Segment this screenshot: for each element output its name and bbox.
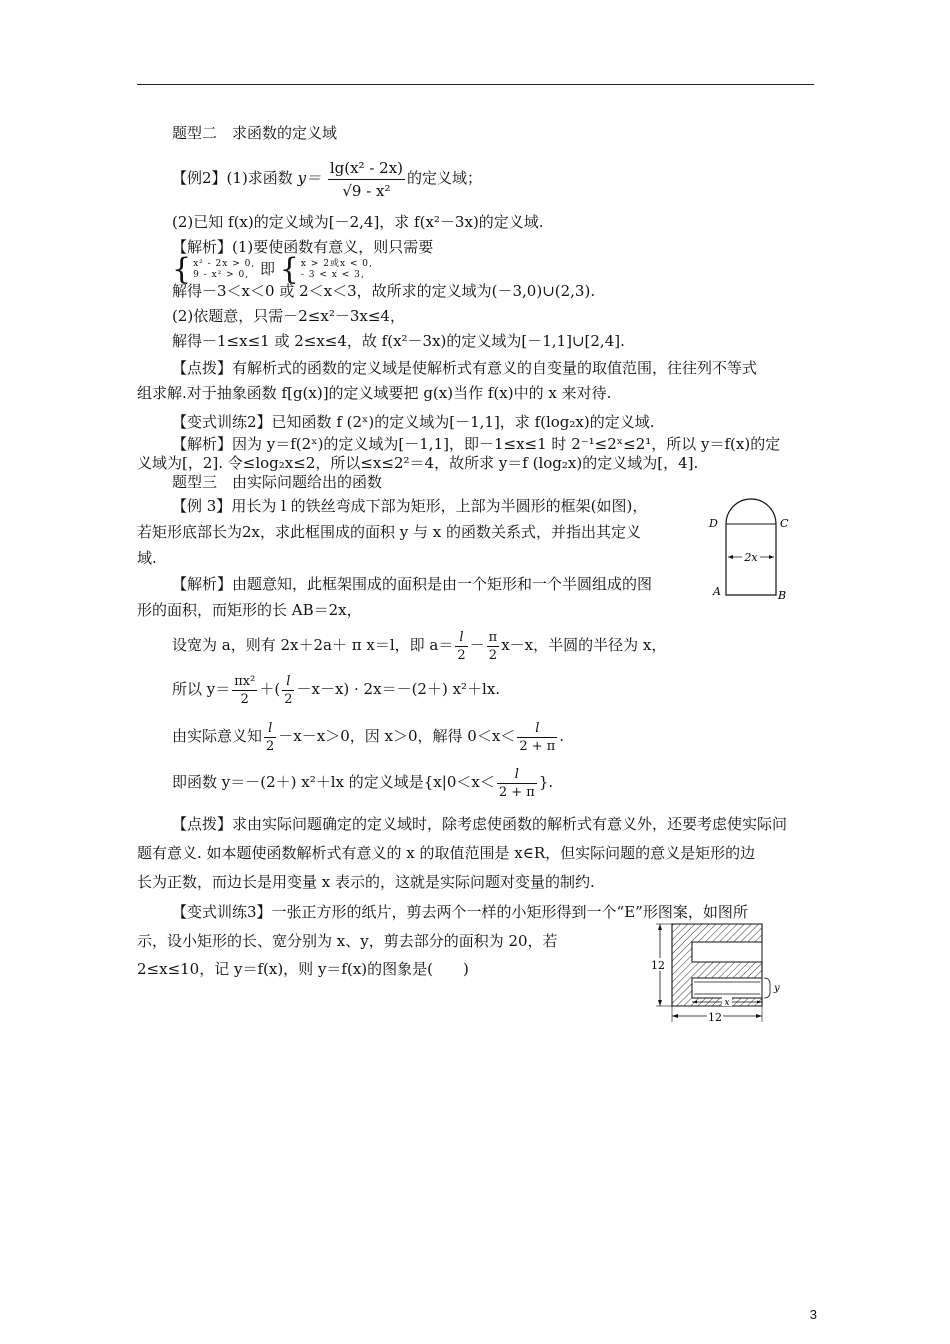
frame-figure <box>706 494 796 606</box>
header-rule <box>137 84 814 85</box>
example-3-solution-1: 【解析】由题意知，此框架围成的面积是由一个矩形和一个半圆组成的图 <box>172 575 653 593</box>
label-x: x <box>724 998 730 1008</box>
example-2-tag: 【例2】 <box>172 169 227 187</box>
example-3-line-3: 域. <box>137 549 157 567</box>
solution-line-4: 解得－1≤x≤1 或 2≤x≤4，故 f(x²－3x)的定义域为[－1,1]∪[2,4]. <box>172 332 625 350</box>
area-equation: 所以 y＝ $\frac{\text{πx²}}{2}$ ＋( $\frac{l}{2}$ －x－x) · 2x＝－(2＋) x²＋lx. <box>172 673 501 707</box>
width-equation: 设宽为 a，则有 2x＋2a＋ π x＝l，即 a＝ $\frac{l}{2}$ － $\frac{\pi}{2}$ x－x，半圆的半径为 x， <box>172 629 667 663</box>
label-C: C <box>780 517 789 530</box>
variant-2: 【变式训练2】已知函数 f (2ˣ)的定义域为[－1,1]，求 f(log₂x)的定义域. <box>172 413 655 431</box>
example-2-line-2: (2)已知 f(x)的定义域为[－2,4]，求 f(x²－3x)的定义域. <box>172 213 544 231</box>
tip-3-line-1: 【点拨】求由实际问题确定的定义域时，除考虑使函数的解析式有意义外，还要考虑使实际问 <box>172 815 788 833</box>
real-meaning-line: 由实际意义知 $\frac{l}{2}$ －x－x＞0，因 x＞0，解得 0＜x＜ $\frac{l}{2 + \pi}$ . <box>172 720 565 754</box>
label-height-12: 12 <box>651 959 665 972</box>
y-bracket <box>764 978 770 998</box>
tip-2-line-1: 【点拨】有解析式的函数的定义域是使解析式有意义的自变量的取值范围，往往列不等式 <box>172 359 758 377</box>
cut-rect-bottom <box>692 978 762 998</box>
frame-outline <box>726 499 776 595</box>
example-2-line-1: 【例2】(1)求函数 y＝ $\frac{\text{lg(x² - 2x)}}{\text{√9 - x²}}$ 的定义域； <box>172 158 483 200</box>
tip-3-line-3: 长为正数，而边长是用变量 x 表示的，这就是实际问题对变量的制约. <box>137 873 595 891</box>
page-number: 3 <box>809 1307 817 1322</box>
label-D: D <box>709 517 718 530</box>
variant-3-line-1: 【变式训练3】一张正方形的纸片，剪去两个一样的小矩形得到一个“E”形图案，如图所 <box>172 903 748 921</box>
example-3-solution-2: 形的面积，而矩形的长 AB＝2x， <box>137 601 362 619</box>
example-2-solution: 【解析】(1)要使函数有意义，则只需要 <box>172 238 434 256</box>
variant-2-solution-2: 义域为[，2]. 令≤log₂x≤2，所以≤x≤2²＝4，故所求 y＝f (log₂x)的定义域为[，4]. <box>137 454 699 472</box>
variant-3-line-2: 示，设小矩形的长、宽分别为 x、y，剪去部分的面积为 20，若 <box>137 932 558 950</box>
section-title-2: 题型二 求函数的定义域 <box>172 124 338 142</box>
function-fraction: $\frac{\text{lg(x² - 2x)}}{\text{√9 - x²}}$ <box>329 158 404 200</box>
tip-2-line-2: 组求解.对于抽象函数 f[g(x)]的定义域要把 g(x)当作 f(x)中的 x 来对待. <box>137 384 612 402</box>
variant-2-solution-1: 【解析】因为 y＝f(2ˣ)的定义域为[－1,1]，即－1≤x≤1 时 2⁻¹≤2ˣ≤2¹，所以 y＝f(x)的定 <box>172 435 781 453</box>
label-width-12: 12 <box>708 1011 722 1024</box>
tip-3-line-2: 题有意义. 如本题使函数解析式有意义的 x 的取值范围是 x∈R，但实际问题的意义是矩形的边 <box>137 844 756 862</box>
label-2x: 2x <box>744 551 758 564</box>
solution-line-3: (2)依题意，只需－2≤x²－3x≤4， <box>172 307 405 325</box>
domain-line: 即函数 y＝－(2＋) x²＋lx 的定义域是{x|0＜x＜ $\frac{l}{2 + \pi}$ }. <box>172 766 554 800</box>
cut-rect-top <box>692 942 762 962</box>
solution-line-2: 解得－3＜x＜0 或 2＜x＜3，故所求的定义域为(－3,0)∪(2,3). <box>172 282 596 300</box>
variant-3-line-3: 2≤x≤10，记 y＝f(x)，则 y＝f(x)的图象是( ) <box>137 960 469 978</box>
label-y: y <box>774 983 780 994</box>
label-A: A <box>713 585 721 598</box>
inequality-system: { x² - 2x > 0, 9 - x² > 0, 即 { x > 2或x < 0, - 3 < x < 3, <box>172 252 373 287</box>
section-title-3: 题型三 由实际问题给出的函数 <box>172 473 383 491</box>
example-3-line-1: 【例 3】用长为 l 的铁丝弯成下部为矩形，上部为半圆形的框架(如图)， <box>172 497 648 515</box>
label-B: B <box>778 589 787 602</box>
e-shape-figure <box>644 918 784 1024</box>
example-3-line-2: 若矩形底部长为2x，求此框围成的面积 y 与 x 的函数关系式，并指出其定义 <box>137 523 642 541</box>
